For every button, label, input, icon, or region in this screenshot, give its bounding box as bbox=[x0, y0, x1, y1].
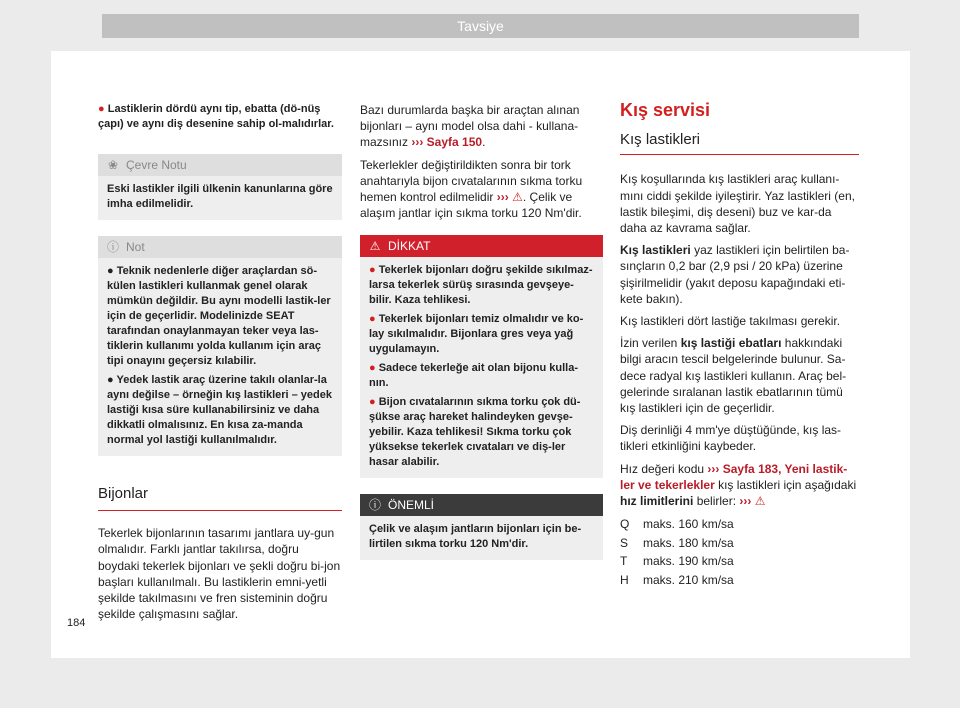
paragraph: İzin verilen kış lastiği ebatları hakkındaki bilgi aracın tescil belgelerinde bulunur. Sa-dece radyal kış lastikleri kullanın. Araç bel-gelerinde sıralanan lastik ebatlarının tümü kış lastikleri için de geçerlidir. bbox=[620, 336, 847, 416]
env-note-title: Çevre Notu bbox=[126, 157, 187, 172]
paragraph: Bazı durumlarda başka bir araçtan alınan bijonları – aynı model olsa dahi - kullana-mazsınız ››› Sayfa 150. bbox=[360, 103, 580, 150]
onemli-header bbox=[360, 494, 603, 516]
paragraph: Kış lastikleri yaz lastikleri için belirtilen ba-sınçların 0,2 bar (2,9 psi / 20 kPa) üzerine şişirilmelidir (yakıt deposu kapağındaki eti-kete bakın). bbox=[620, 243, 850, 306]
page-reference-link[interactable]: ››› Sayfa 150 bbox=[411, 135, 483, 150]
paragraph: Diş derinliği 4 mm'ye düştüğünde, kış las-tikleri etkinliğini kaybeder. bbox=[620, 423, 842, 454]
column-right bbox=[620, 102, 859, 589]
env-note-box bbox=[98, 154, 342, 220]
info-icon: ⓘ bbox=[106, 239, 119, 254]
column-left bbox=[98, 102, 342, 628]
note-item: ● Teknik nedenlerle diğer araçlardan sö-külen lastikleri kullanmak genel olarak mümkün değildir. Bu aynı modelli lastik-ler için de geçerlidir. Modelinizde SEAT tarafından onaylanmayan teker veya las-tiklerin kullanımı yolda kullanım için araç tipi onayını geçersiz kılabilir. bbox=[107, 265, 331, 367]
bijonlar-text: Tekerlek bijonlarının tasarımı jantlara uy-gun olmalıdır. Farklı jantlar takılırsa, doğru boydaki tekerlek bijonları ve şekli doğru bi-jon başları kullanılmalı. Bu lastiklerin emni-yetli şekilde takılmasını ve fren sisteminin doğru şekilde çalışmasını sağlar. bbox=[98, 526, 341, 622]
paragraph: Tekerlekler değiştirildikten sonra bir tork anahtarıyla bijon cıvatalarının sıkma torku hemen kontrol edilmelidir ››› ⚠. Çelik ve alaşım jantlar için sıkma torku 120 Nm'dir. bbox=[360, 157, 583, 221]
dikkat-item: ● Bijon cıvatalarının sıkma torku çok dü-şükse araç hareket halindeyken gevşe-yebilir. Kaza tehlikesi! Sıkma torku çok yüksekse tekerlek cıvataları ve diş-ler hasar alabilir. bbox=[369, 396, 581, 469]
column-middle bbox=[360, 102, 603, 560]
bullet-icon: ● bbox=[107, 265, 114, 277]
intro-bullet-text: Lastiklerin dördü aynı tip, ebatta (dö-nüş çapı) ve aynı diş desenine sahip ol-malıdırlar. bbox=[98, 103, 334, 130]
onemli-box bbox=[360, 494, 603, 560]
paragraph: Kış lastikleri dört lastiğe takılması gerekir. bbox=[620, 314, 841, 329]
page-number: 184 bbox=[67, 617, 86, 629]
important-icon: ⓘ bbox=[368, 497, 381, 512]
dikkat-box bbox=[360, 235, 603, 478]
bullet-icon: ● bbox=[107, 374, 114, 386]
reference-arrow[interactable]: ››› bbox=[739, 494, 752, 509]
bullet-icon: ● bbox=[369, 396, 376, 409]
intro-box bbox=[98, 102, 342, 132]
warning-icon: ⚠ bbox=[754, 494, 766, 509]
list-item: S maks. 180 km/sa bbox=[620, 535, 734, 550]
reference-arrow[interactable]: ››› bbox=[496, 190, 509, 205]
speed-limit-list bbox=[620, 515, 859, 589]
subsection-title: Kış lastikleri bbox=[620, 132, 859, 155]
section-heading-bijonlar: Bijonlar bbox=[98, 486, 342, 511]
dikkat-item: ● Sadece tekerleğe ait olan bijonu kulla-nın. bbox=[369, 362, 579, 390]
onemli-body: Çelik ve alaşım jantların bijonları için be-lirtilen sıkma torku 120 Nm'dir. bbox=[369, 523, 582, 551]
env-note-header bbox=[98, 154, 342, 176]
bullet-icon: ● bbox=[98, 103, 105, 115]
dikkat-item: ● Tekerlek bijonları temiz olmalıdır ve ko-lay sıkılmalıdır. Bijonlara gres veya yağ uygulamayın. bbox=[369, 313, 584, 356]
note-header bbox=[98, 236, 342, 258]
environment-icon: ❀ bbox=[107, 157, 119, 172]
section-title: Kış servisi bbox=[620, 100, 711, 120]
note-title: Not bbox=[126, 239, 145, 254]
page-header: Tavsiye bbox=[102, 14, 859, 38]
env-note-body: Eski lastikler ilgili ülkenin kanunlarına göre imha edilmelidir. bbox=[107, 183, 333, 210]
warning-icon: ⚠ bbox=[369, 238, 381, 253]
paragraph: Hız değeri kodu ››› Sayfa 183, Yeni lastik-ler ve tekerlekler kış lastikleri için aşağıdaki hız limitlerini belirler: ››› ⚠ bbox=[620, 461, 857, 509]
note-box bbox=[98, 236, 342, 456]
dikkat-body bbox=[360, 257, 603, 478]
note-body bbox=[98, 258, 342, 456]
bullet-icon: ● bbox=[369, 362, 376, 375]
dikkat-title: DİKKAT bbox=[388, 238, 431, 253]
list-item: Q maks. 160 km/sa bbox=[620, 517, 734, 532]
bullet-icon: ● bbox=[369, 264, 376, 277]
list-item: H maks. 210 km/sa bbox=[620, 572, 734, 587]
dikkat-item: ● Tekerlek bijonları doğru şekilde sıkılmaz-larsa tekerlek sürüş sırasında gevşeye-bilir. Kaza tehlikesi. bbox=[369, 264, 593, 307]
note-item: ● Yedek lastik araç üzerine takılı olanlar-la aynı değilse – örneğin kış lastikleri – yedek lastiği kısa süre kullanabilirsiniz ve daha dikkatli olmalısınız. En kısa za-manda normal yol lastiği kullanılmalıdır. bbox=[107, 374, 332, 446]
warning-icon: ⚠ bbox=[512, 190, 523, 205]
bullet-icon: ● bbox=[369, 313, 376, 326]
dikkat-header bbox=[360, 235, 603, 257]
page-reference-link[interactable]: ››› Sayfa 183, Yeni lastik-ler ve tekerlekler bbox=[620, 461, 848, 492]
paragraph: Kış koşullarında kış lastikleri araç kullanı-mını ciddi şekilde iyileştirir. Yaz lastikleri (en, lastik bileşimi, diş deseni) buz ve kar-da daha az kavrama sağlar. bbox=[620, 172, 855, 236]
list-item: T maks. 190 km/sa bbox=[620, 554, 734, 569]
onemli-title: ÖNEMLİ bbox=[388, 497, 435, 512]
